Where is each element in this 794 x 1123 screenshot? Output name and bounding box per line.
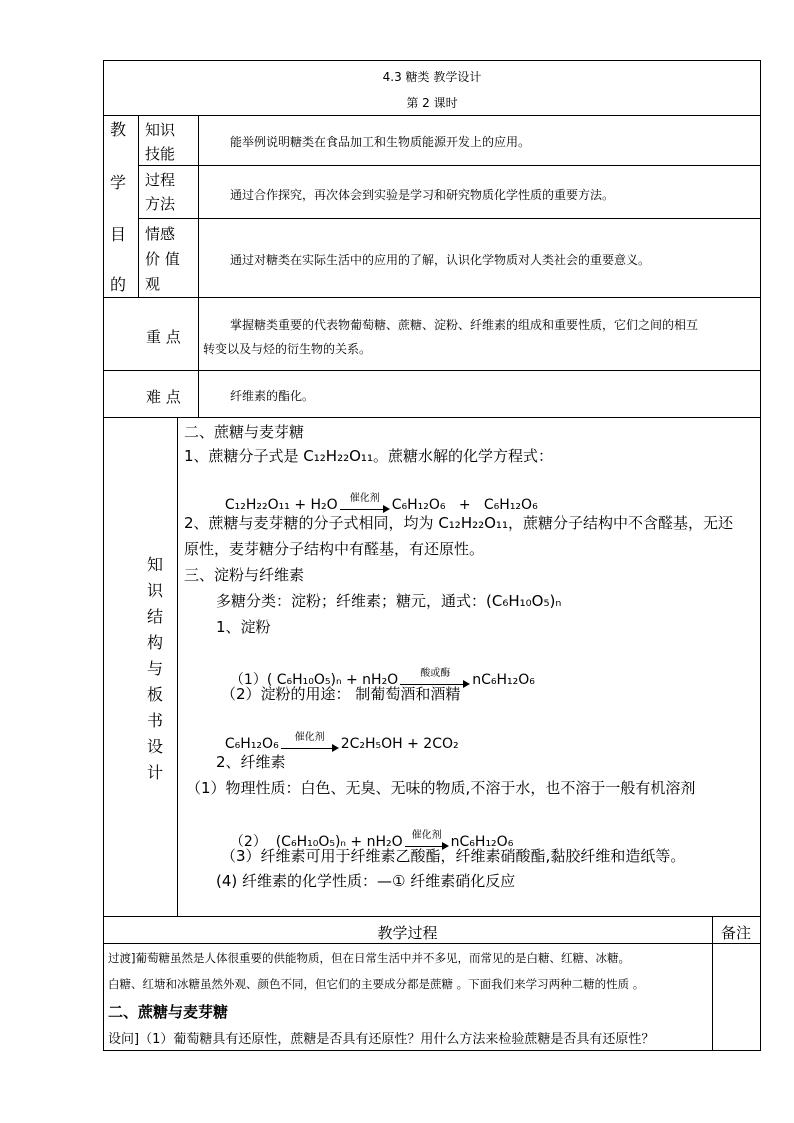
row-divider [138, 165, 761, 166]
objective-text-knowledge: 能举例说明糖类在食品加工和生物质能源开发上的应用。 [230, 135, 531, 149]
side-char: 目 [109, 225, 126, 244]
item2-line1: 2、蔗糖与麦芽糖的分子式相同，均为 C₁₂H₂₂O₁₁，蔗糖分子结构中不含醛基，无还 [184, 514, 733, 532]
page-subtitle: 第 2 课时 [406, 96, 458, 110]
row-divider [103, 370, 761, 371]
equation-left: C₆H₁₂O₆ [224, 736, 279, 752]
objective-label-process: 过程方法 [145, 171, 176, 213]
row-divider [103, 115, 761, 116]
reaction-arrow [281, 732, 339, 750]
difficulty-text: 纤维素的酯化。 [230, 389, 315, 403]
equation-right: nC₆H₁₂O₆ [450, 834, 514, 850]
cellulose-use: （3）纤维素可用于纤维素乙酸酯，纤维素硝酸酯,黏胶纤维和造纸等。 [221, 847, 686, 865]
side-char: 构 [146, 633, 163, 652]
process-header: 教学过程 [377, 924, 438, 942]
starch-title: 1、淀粉 [216, 618, 271, 636]
catalyst-label: 催化剂 [349, 493, 380, 504]
key-points-label: 重 点 [146, 328, 181, 346]
row-divider [103, 297, 761, 298]
row-divider [138, 218, 761, 219]
page-title: 4.3 糖类 教学设计 [382, 70, 482, 84]
side-char: 书 [146, 711, 163, 730]
row-divider [103, 943, 761, 944]
question-line: 设问]（1）葡萄糖具有还原性，蔗糖是否具有还原性？用什么方法来检验蔗糖是否具有还原性？ [108, 1032, 655, 1047]
side-char: 与 [146, 659, 163, 678]
equation-right: nC₆H₁₂O₆ [472, 672, 535, 688]
equation-sucrose-hydrolysis [216, 481, 538, 513]
attitude-label-line: 价 值 [145, 250, 180, 268]
equation-left: C₁₂H₂₂O₁₁ + H₂O [224, 497, 338, 513]
objective-label-attitude [145, 222, 195, 297]
cellulose-title: 2、纤维素 [216, 753, 286, 771]
equation-right: C₆H₁₂O₆ + C₆H₁₂O₆ [391, 497, 538, 513]
col-divider [177, 417, 178, 916]
row-divider [103, 916, 761, 917]
equation-left: （1）( C₆H₁₀O₅)ₙ + nH₂O [229, 672, 399, 688]
catalyst-label: 催化剂 [294, 732, 325, 743]
cellulose-chemical: (4) 纤维素的化学性质：—① 纤维素硝化反应 [216, 872, 516, 890]
transition-line2: 白糖、红塘和冰糖虽然外观、颜色不同，但它们的主要成分都是蔗糖 。下面我们来学习两种二糖的性质 。 [108, 977, 645, 991]
catalyst-label: 催化剂 [411, 830, 442, 841]
attitude-label-line: 情感 [145, 225, 176, 243]
side-char: 结 [146, 607, 163, 626]
table-border-top [103, 60, 761, 61]
equation-right: 2C₂H₅OH + 2CO₂ [340, 736, 459, 752]
equation-left: （2） (C₆H₁₀O₅)ₙ + nH₂O [229, 834, 403, 850]
col-divider [138, 115, 139, 297]
side-char: 知 [146, 555, 163, 574]
attitude-label-line: 观 [145, 275, 161, 293]
col-divider [198, 115, 199, 417]
side-char: 教 [109, 120, 126, 139]
key-points-text-line2: 转变以及与烃的衍生物的关系。 [203, 342, 372, 356]
side-char: 设 [146, 737, 163, 756]
table-border-right [760, 60, 761, 1051]
side-char: 识 [146, 581, 163, 600]
reaction-arrow [340, 493, 390, 511]
side-char: 的 [109, 275, 126, 294]
side-char: 计 [146, 763, 163, 782]
cellulose-physical: （1）物理性质：白色、无臭、无味的物质,不溶于水，也不溶于一般有机溶剂 [186, 779, 696, 797]
row-divider [103, 417, 761, 418]
polysaccharide-line: 多糖分类：淀粉；纤维素；糖元，通式：(C₆H₁₀O₅)ₙ [216, 592, 562, 610]
transition-line1: 过渡]葡萄糖虽然是人体很重要的供能物质，但在日常生活中并不多见，而常见的是白糖、红糖、冰糖。 [108, 951, 630, 965]
key-points-text-line1: 掌握糖类重要的代表物葡萄糖、蔗糖、淀粉、纤维素的组成和重要性质，它们之间的相互 [230, 318, 699, 332]
side-char: 板 [146, 685, 163, 704]
difficulty-label: 难 点 [146, 388, 181, 406]
equation-fermentation [216, 720, 459, 752]
section2-title: 二、蔗糖与麦芽糖 [184, 423, 305, 441]
process-section-title: 二、蔗糖与麦芽糖 [108, 1003, 229, 1021]
objective-text-attitude: 通过对糖类在实际生活中的应用的了解，认识化学物质对人类社会的重要意义。 [230, 253, 651, 267]
catalyst-label: 酸或酶 [420, 668, 451, 679]
remark-header: 备注 [720, 924, 751, 942]
objective-label-knowledge: 知识技能 [145, 121, 176, 163]
sucrose-formula-line: 1、蔗糖分子式是 C₁₂H₂₂O₁₁。蔗糖水解的化学方程式： [184, 447, 553, 465]
section3-title: 三、淀粉与纤维素 [184, 566, 305, 584]
starch-use: （2）淀粉的用途： 制葡萄酒和酒精 [221, 685, 461, 703]
item2-line2: 原性，麦芽糖分子结构中有醛基，有还原性。 [184, 540, 485, 558]
table-border-left [103, 60, 104, 1051]
table-border-bottom [103, 1050, 761, 1051]
side-char: 学 [109, 173, 126, 192]
objective-text-process: 通过合作探究，再次体会到实验是学习和研究物质化学性质的重要方法。 [230, 188, 615, 202]
